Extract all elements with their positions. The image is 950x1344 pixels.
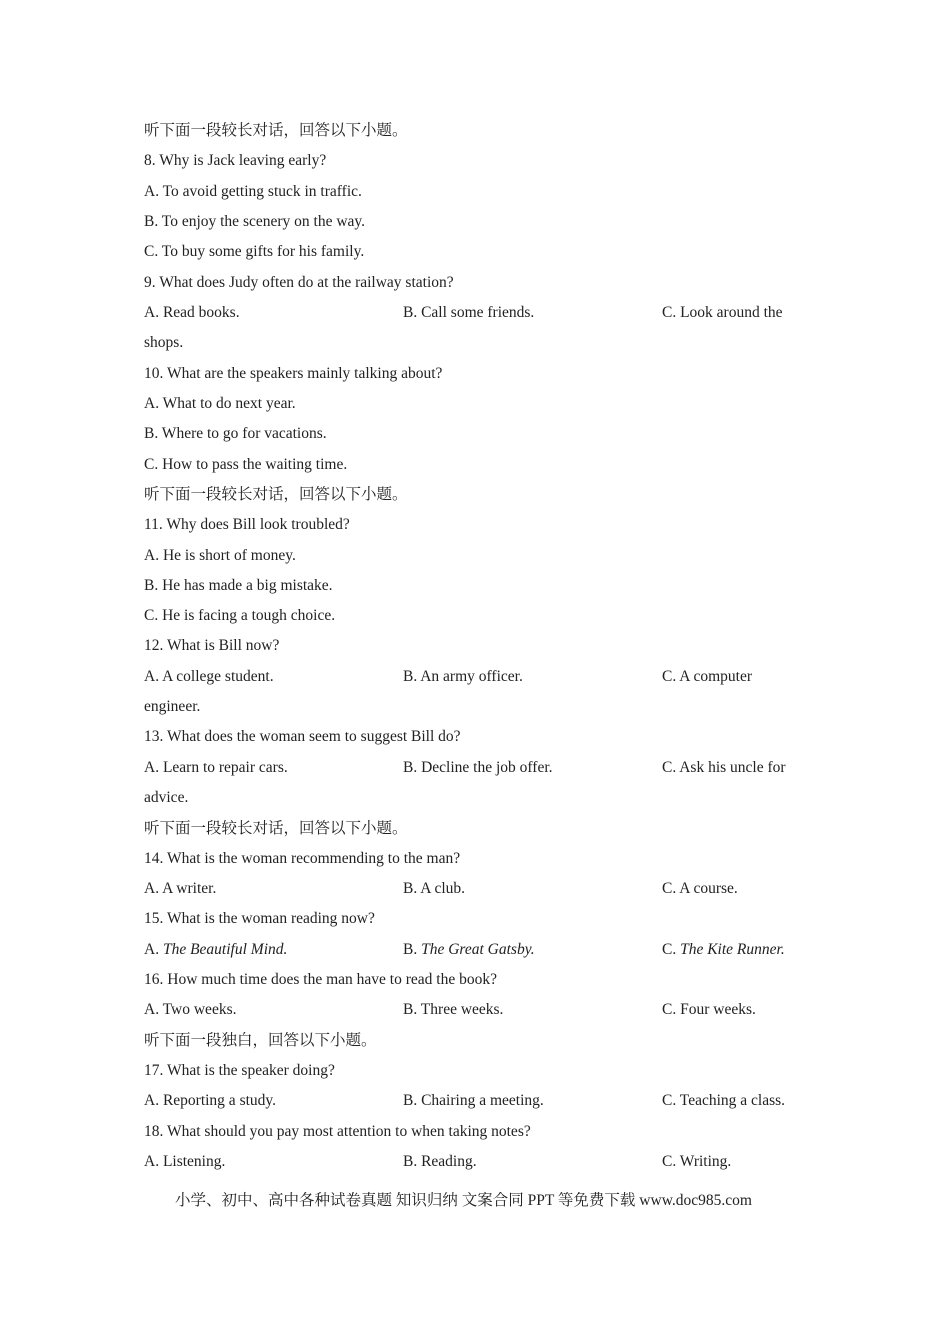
q18-option-c: C. Writing. xyxy=(662,1153,732,1170)
question-9: 9. What does Judy often do at the railway station? xyxy=(144,274,454,291)
section-heading: 听下面一段较长对话，回答以下小题。 xyxy=(144,486,408,503)
q15-option-a: A. The Beautiful Mind. xyxy=(144,941,288,958)
q8-option-c: C. To buy some gifts for his family. xyxy=(144,243,365,260)
question-18: 18. What should you pay most attention to when taking notes? xyxy=(144,1123,531,1140)
question-12: 12. What is Bill now? xyxy=(144,637,280,654)
q10-option-c: C. How to pass the waiting time. xyxy=(144,456,348,473)
q15-option-b: B. The Great Gatsby. xyxy=(403,941,535,958)
q14-option-a: A. A writer. xyxy=(144,880,217,897)
q16-option-a: A. Two weeks. xyxy=(144,1001,237,1018)
q8-option-b: B. To enjoy the scenery on the way. xyxy=(144,213,366,230)
q12-option-b: B. An army officer. xyxy=(403,668,523,685)
q9-option-a: A. Read books. xyxy=(144,304,240,321)
q17-option-c: C. Teaching a class. xyxy=(662,1092,786,1109)
book-title: The Great Gatsby. xyxy=(421,941,535,958)
q17-option-b: B. Chairing a meeting. xyxy=(403,1092,544,1109)
q9-option-c: C. Look around the xyxy=(662,304,783,321)
question-13: 13. What does the woman seem to suggest Bill do? xyxy=(144,728,461,745)
question-16: 16. How much time does the man have to read the book? xyxy=(144,971,497,988)
q12-option-a: A. A college student. xyxy=(144,668,274,685)
question-10: 10. What are the speakers mainly talking about? xyxy=(144,365,443,382)
q10-option-b: B. Where to go for vacations. xyxy=(144,425,327,442)
q13-option-a: A. Learn to repair cars. xyxy=(144,759,288,776)
question-8: 8. Why is Jack leaving early? xyxy=(144,152,327,169)
q11-option-a: A. He is short of money. xyxy=(144,547,296,564)
q16-option-c: C. Four weeks. xyxy=(662,1001,756,1018)
q11-option-c: C. He is facing a tough choice. xyxy=(144,607,336,624)
question-17: 17. What is the speaker doing? xyxy=(144,1062,335,1079)
book-title: The Beautiful Mind. xyxy=(162,941,288,958)
q10-option-a: A. What to do next year. xyxy=(144,395,296,412)
book-title: The Kite Runner. xyxy=(680,941,785,958)
q16-option-b: B. Three weeks. xyxy=(403,1001,504,1018)
section-heading: 听下面一段较长对话，回答以下小题。 xyxy=(144,122,408,139)
q17-option-a: A. Reporting a study. xyxy=(144,1092,277,1109)
q11-option-b: B. He has made a big mistake. xyxy=(144,577,333,594)
q18-option-b: B. Reading. xyxy=(403,1153,477,1170)
q8-option-a: A. To avoid getting stuck in traffic. xyxy=(144,183,362,200)
q12-option-c-continued: engineer. xyxy=(144,698,201,715)
q15-option-c: C. The Kite Runner. xyxy=(662,941,785,958)
q18-option-a: A. Listening. xyxy=(144,1153,226,1170)
q13-option-c: C. Ask his uncle for xyxy=(662,759,786,776)
page-footer: 小学、初中、高中各种试卷真题 知识归纳 文案合同 PPT 等免费下载 www.doc985.com xyxy=(175,1192,752,1209)
section-heading: 听下面一段独白，回答以下小题。 xyxy=(144,1032,377,1049)
q14-option-c: C. A course. xyxy=(662,880,738,897)
q12-option-c: C. A computer xyxy=(662,668,752,685)
question-11: 11. Why does Bill look troubled? xyxy=(144,516,350,533)
section-heading: 听下面一段较长对话，回答以下小题。 xyxy=(144,820,408,837)
q14-option-b: B. A club. xyxy=(403,880,466,897)
q9-option-c-continued: shops. xyxy=(144,334,184,351)
question-14: 14. What is the woman recommending to the man? xyxy=(144,850,461,867)
question-15: 15. What is the woman reading now? xyxy=(144,910,375,927)
q13-option-c-continued: advice. xyxy=(144,789,189,806)
q9-option-b: B. Call some friends. xyxy=(403,304,535,321)
q13-option-b: B. Decline the job offer. xyxy=(403,759,553,776)
